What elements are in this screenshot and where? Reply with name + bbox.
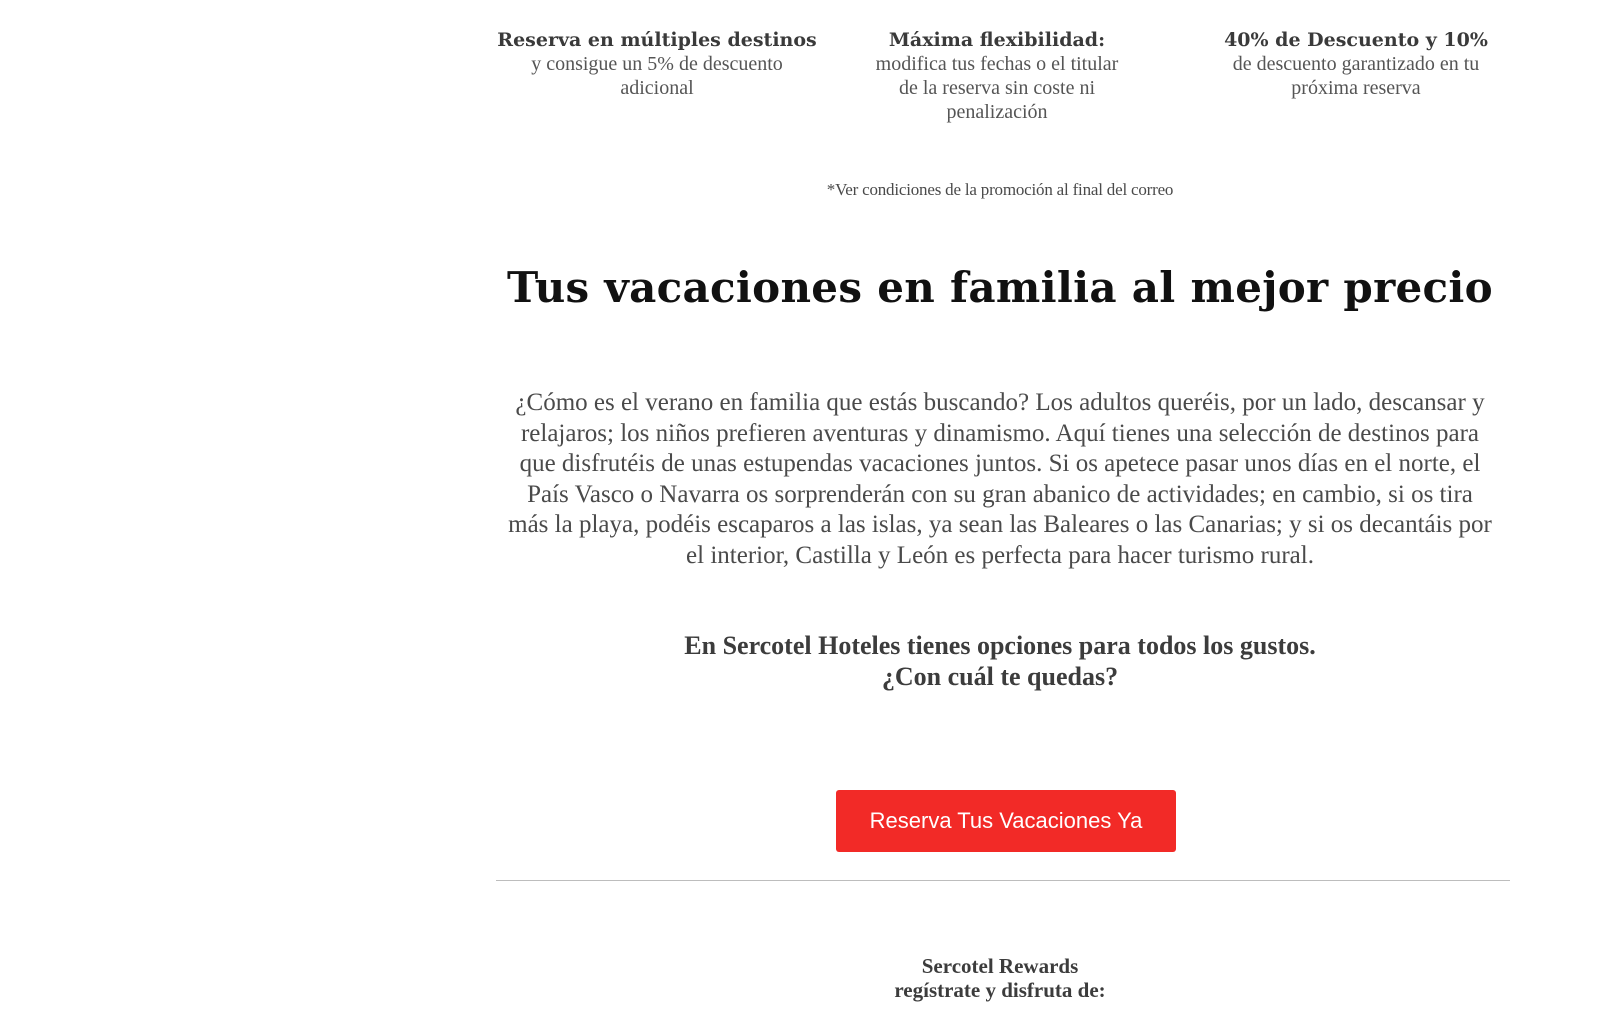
benefit-text: modifica tus fechas o el titular de la reserva sin coste ni penalización <box>875 53 1119 123</box>
benefit-title: Máxima flexibilidad: <box>888 29 1106 51</box>
benefit-multi-destination <box>492 28 822 100</box>
benefits-row <box>492 28 1496 138</box>
page-headline: Tus vacaciones en familia al mejor precio <box>507 263 1493 312</box>
subheadline <box>540 630 1460 692</box>
book-vacation-button[interactable]: Reserva Tus Vacaciones Ya <box>836 790 1176 852</box>
rewards-subtitle: regístrate y disfruta de: <box>894 978 1106 1002</box>
intro-paragraph: ¿Cómo es el verano en familia que estás buscando? Los adultos queréis, por un lado, descansar y relajaros; los niños prefieren aventuras y dinamismo. Aquí tienes una selección de destinos para que disfrutéis de unas estupendas vacaciones juntos. Si os apetece pasar unos días en el norte, el País Vasco o Navarra os sorprenderán con su gran abanico de actividades; en cambio, si os tira más la playa, podéis escaparos a las islas, ya sean las Baleares o las Canarias; y si os decantáis por el interior, Castilla y León es perfecta para hacer turismo rural. <box>508 389 1492 569</box>
subheadline-line-2: ¿Con cuál te quedas? <box>881 662 1119 691</box>
benefit-title: Reserva en múltiples destinos <box>497 29 817 51</box>
rewards-section <box>750 954 1250 1002</box>
section-divider <box>496 880 1510 881</box>
promo-conditions-note: *Ver condiciones de la promoción al final del correo <box>826 180 1174 199</box>
benefit-text: y consigue un 5% de descuento adicional <box>531 53 783 99</box>
benefit-title: 40% de Descuento y 10% <box>1224 29 1488 51</box>
benefit-flexibility <box>857 28 1137 124</box>
benefit-discount <box>1204 28 1508 100</box>
rewards-title: Sercotel Rewards <box>921 954 1079 978</box>
benefit-text: de descuento garantizado en tu próxima reserva <box>1232 53 1480 99</box>
subheadline-line-1: En Sercotel Hoteles tienes opciones para todos los gustos. <box>684 631 1316 660</box>
